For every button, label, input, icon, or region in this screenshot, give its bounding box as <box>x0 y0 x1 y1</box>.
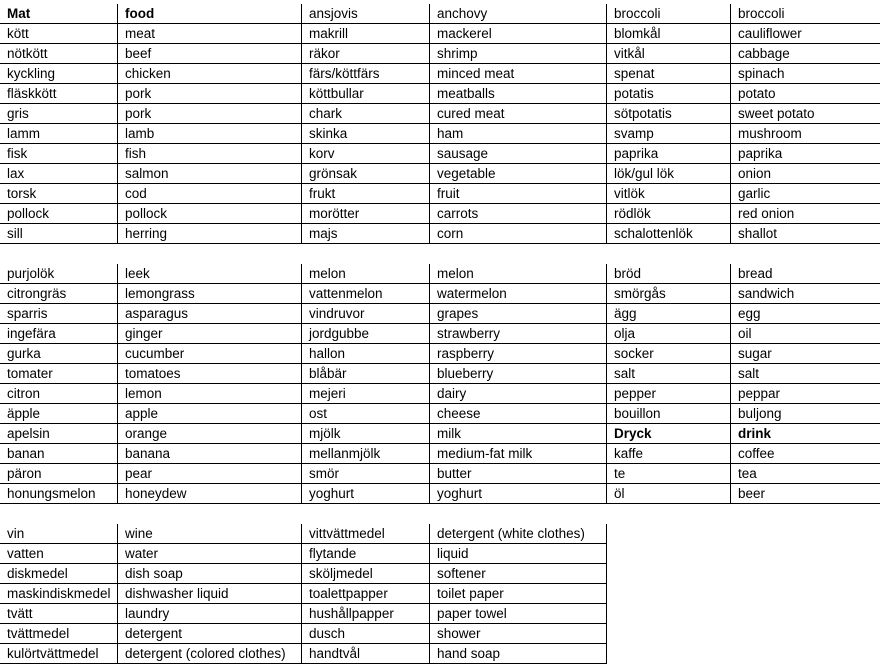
table-row <box>0 124 880 144</box>
table-cell: water <box>117 544 301 564</box>
table-cell: sandwich <box>730 284 880 304</box>
table-cell: blåbär <box>301 364 429 384</box>
table-cell <box>606 544 730 564</box>
table-cell: tea <box>730 464 880 484</box>
table-cell <box>730 624 880 644</box>
table-cell: dishwasher liquid <box>117 584 301 604</box>
table-cell <box>606 624 730 644</box>
table-cell: minced meat <box>429 64 606 84</box>
table-cell: lemon <box>117 384 301 404</box>
table-cell: butter <box>429 464 606 484</box>
table-row <box>0 204 880 224</box>
table-row <box>0 104 880 124</box>
table-cell: fisk <box>0 144 117 164</box>
table-cell: flytande <box>301 544 429 564</box>
table-cell: shrimp <box>429 44 606 64</box>
table-cell: smör <box>301 464 429 484</box>
table-row <box>0 364 880 384</box>
table-cell: korv <box>301 144 429 164</box>
table-cell: handtvål <box>301 644 429 664</box>
table-row <box>0 424 880 444</box>
table-cell: cucumber <box>117 344 301 364</box>
table-row <box>0 344 880 364</box>
table-cell: strawberry <box>429 324 606 344</box>
table-cell: broccoli <box>730 4 880 24</box>
table-cell: ingefära <box>0 324 117 344</box>
table-cell: yoghurt <box>429 484 606 504</box>
table-row <box>0 584 880 604</box>
table-cell <box>730 544 880 564</box>
table-cell: leek <box>117 264 301 284</box>
table-row <box>0 384 880 404</box>
table-cell: vin <box>0 524 117 544</box>
table-cell: shallot <box>730 224 880 244</box>
table-cell: pollock <box>117 204 301 224</box>
table-cell: vitlök <box>606 184 730 204</box>
table-cell <box>606 644 730 664</box>
table-cell: blueberry <box>429 364 606 384</box>
table-row <box>0 404 880 424</box>
table-cell: sköljmedel <box>301 564 429 584</box>
table-cell: apple <box>117 404 301 424</box>
table-cell: honeydew <box>117 484 301 504</box>
table-cell: beer <box>730 484 880 504</box>
table-cell: anchovy <box>429 4 606 24</box>
table-cell <box>117 244 301 264</box>
table-cell: grapes <box>429 304 606 324</box>
table-cell: kulörtvättmedel <box>0 644 117 664</box>
table-cell: salt <box>606 364 730 384</box>
table-cell: sugar <box>730 344 880 364</box>
spacer-row <box>0 244 880 264</box>
vocabulary-sheet <box>0 4 880 664</box>
table-cell: sweet potato <box>730 104 880 124</box>
table-row <box>0 144 880 164</box>
table-row <box>0 464 880 484</box>
table-cell: toalettpapper <box>301 584 429 604</box>
table-cell <box>606 584 730 604</box>
table-cell: toilet paper <box>429 584 606 604</box>
table-cell: bröd <box>606 264 730 284</box>
table-cell: äpple <box>0 404 117 424</box>
table-row <box>0 4 880 24</box>
table-cell: honungsmelon <box>0 484 117 504</box>
table-cell: fish <box>117 144 301 164</box>
table-cell: ägg <box>606 304 730 324</box>
table-cell <box>606 604 730 624</box>
table-cell: egg <box>730 304 880 324</box>
table-cell: majs <box>301 224 429 244</box>
table-cell: maskindiskmedel <box>0 584 117 604</box>
table-cell: oil <box>730 324 880 344</box>
table-cell <box>117 504 301 524</box>
table-cell: mushroom <box>730 124 880 144</box>
table-cell: skinka <box>301 124 429 144</box>
table-row <box>0 604 880 624</box>
table-cell: lemongrass <box>117 284 301 304</box>
table-cell: vegetable <box>429 164 606 184</box>
table-cell: detergent (white clothes) <box>429 524 606 544</box>
table-row <box>0 644 880 664</box>
table-cell: detergent (colored clothes) <box>117 644 301 664</box>
table-cell: cheese <box>429 404 606 424</box>
table-cell <box>730 504 880 524</box>
table-cell: ost <box>301 404 429 424</box>
table-cell: shower <box>429 624 606 644</box>
table-cell: cauliflower <box>730 24 880 44</box>
table-cell: food <box>117 4 301 24</box>
table-cell: päron <box>0 464 117 484</box>
table-cell: vatten <box>0 544 117 564</box>
table-cell: buljong <box>730 404 880 424</box>
table-cell <box>0 244 117 264</box>
table-cell: fruit <box>429 184 606 204</box>
table-cell: gurka <box>0 344 117 364</box>
table-cell: dairy <box>429 384 606 404</box>
table-cell: räkor <box>301 44 429 64</box>
table-cell: liquid <box>429 544 606 564</box>
table-row <box>0 544 880 564</box>
table-cell: gris <box>0 104 117 124</box>
table-cell: broccoli <box>606 4 730 24</box>
table-cell: öl <box>606 484 730 504</box>
table-cell: te <box>606 464 730 484</box>
table-row <box>0 24 880 44</box>
table-cell: asparagus <box>117 304 301 324</box>
table-cell: banana <box>117 444 301 464</box>
table-cell: raspberry <box>429 344 606 364</box>
table-cell <box>606 564 730 584</box>
table-cell: kött <box>0 24 117 44</box>
table-cell: lök/gul lök <box>606 164 730 184</box>
table-row <box>0 624 880 644</box>
table-row <box>0 164 880 184</box>
table-cell: wine <box>117 524 301 544</box>
table-cell: potato <box>730 84 880 104</box>
table-cell: vittvättmedel <box>301 524 429 544</box>
table-cell: sill <box>0 224 117 244</box>
table-cell: nötkött <box>0 44 117 64</box>
table-cell: pear <box>117 464 301 484</box>
table-cell: mejeri <box>301 384 429 404</box>
table-cell <box>730 644 880 664</box>
table-cell: cured meat <box>429 104 606 124</box>
table-cell: torsk <box>0 184 117 204</box>
table-cell: socker <box>606 344 730 364</box>
table-row <box>0 324 880 344</box>
spacer-row <box>0 504 880 524</box>
table-cell: potatis <box>606 84 730 104</box>
table-cell: tomater <box>0 364 117 384</box>
table-cell: vattenmelon <box>301 284 429 304</box>
table-cell: apelsin <box>0 424 117 444</box>
table-cell: rödlök <box>606 204 730 224</box>
table-cell: citrongräs <box>0 284 117 304</box>
table-row <box>0 44 880 64</box>
table-cell <box>0 504 117 524</box>
table-cell: pollock <box>0 204 117 224</box>
table-cell: bread <box>730 264 880 284</box>
table-cell <box>730 524 880 544</box>
table-row <box>0 564 880 584</box>
table-cell: Mat <box>0 4 117 24</box>
table-cell: banan <box>0 444 117 464</box>
table-row <box>0 524 880 544</box>
table-cell: fläskkött <box>0 84 117 104</box>
table-row <box>0 184 880 204</box>
table-cell <box>301 244 429 264</box>
table-cell: lamb <box>117 124 301 144</box>
table-cell: grönsak <box>301 164 429 184</box>
table-cell: milk <box>429 424 606 444</box>
table-cell: meatballs <box>429 84 606 104</box>
table-cell: cod <box>117 184 301 204</box>
table-cell: salt <box>730 364 880 384</box>
table-cell: melon <box>301 264 429 284</box>
table-cell: paprika <box>606 144 730 164</box>
table-cell <box>606 244 730 264</box>
table-cell: chark <box>301 104 429 124</box>
table-cell: morötter <box>301 204 429 224</box>
table-row <box>0 224 880 244</box>
table-cell <box>730 584 880 604</box>
table-cell: cabbage <box>730 44 880 64</box>
table-cell: detergent <box>117 624 301 644</box>
table-cell: mellanmjölk <box>301 444 429 464</box>
table-cell: corn <box>429 224 606 244</box>
table-row <box>0 304 880 324</box>
table-cell: herring <box>117 224 301 244</box>
table-cell: mjölk <box>301 424 429 444</box>
table-cell: dish soap <box>117 564 301 584</box>
table-cell: bouillon <box>606 404 730 424</box>
table-cell <box>429 244 606 264</box>
table-cell: Dryck <box>606 424 730 444</box>
table-row <box>0 484 880 504</box>
table-cell: chicken <box>117 64 301 84</box>
table-cell: färs/köttfärs <box>301 64 429 84</box>
table-cell: orange <box>117 424 301 444</box>
table-cell: vindruvor <box>301 304 429 324</box>
table-cell: melon <box>429 264 606 284</box>
table-cell: carrots <box>429 204 606 224</box>
table-cell: garlic <box>730 184 880 204</box>
table-cell: citron <box>0 384 117 404</box>
table-cell: spenat <box>606 64 730 84</box>
table-cell: makrill <box>301 24 429 44</box>
table-cell: beef <box>117 44 301 64</box>
table-row <box>0 84 880 104</box>
table-cell: yoghurt <box>301 484 429 504</box>
table-cell: lax <box>0 164 117 184</box>
table-cell: salmon <box>117 164 301 184</box>
table-cell: red onion <box>730 204 880 224</box>
table-cell: kyckling <box>0 64 117 84</box>
table-cell: pepper <box>606 384 730 404</box>
table-cell: pork <box>117 84 301 104</box>
table-cell: spinach <box>730 64 880 84</box>
table-cell <box>429 504 606 524</box>
table-cell: hushållpapper <box>301 604 429 624</box>
table-cell: tomatoes <box>117 364 301 384</box>
table-cell: sausage <box>429 144 606 164</box>
table-cell <box>606 524 730 544</box>
table-cell: laundry <box>117 604 301 624</box>
table-row <box>0 284 880 304</box>
table-cell: coffee <box>730 444 880 464</box>
table-cell: lamm <box>0 124 117 144</box>
table-cell: peppar <box>730 384 880 404</box>
table-cell: smörgås <box>606 284 730 304</box>
table-cell: kaffe <box>606 444 730 464</box>
table-cell: frukt <box>301 184 429 204</box>
table-cell: purjolök <box>0 264 117 284</box>
table-cell: onion <box>730 164 880 184</box>
table-cell: tvättmedel <box>0 624 117 644</box>
table-cell: sötpotatis <box>606 104 730 124</box>
table-cell <box>301 504 429 524</box>
table-cell: mackerel <box>429 24 606 44</box>
table-cell: ansjovis <box>301 4 429 24</box>
table-cell: softener <box>429 564 606 584</box>
table-cell: hallon <box>301 344 429 364</box>
table-cell: hand soap <box>429 644 606 664</box>
table-cell <box>606 504 730 524</box>
table-cell: medium-fat milk <box>429 444 606 464</box>
table-row <box>0 64 880 84</box>
table-cell: sparris <box>0 304 117 324</box>
table-cell: schalottenlök <box>606 224 730 244</box>
table-cell: dusch <box>301 624 429 644</box>
table-row <box>0 444 880 464</box>
table-cell: paprika <box>730 144 880 164</box>
table-cell: paper towel <box>429 604 606 624</box>
table-cell: ginger <box>117 324 301 344</box>
table-row <box>0 264 880 284</box>
table-cell: blomkål <box>606 24 730 44</box>
table-cell: tvätt <box>0 604 117 624</box>
table-cell: watermelon <box>429 284 606 304</box>
table-cell <box>730 604 880 624</box>
table-cell: pork <box>117 104 301 124</box>
table-cell: svamp <box>606 124 730 144</box>
table-cell <box>730 564 880 584</box>
table-cell: diskmedel <box>0 564 117 584</box>
table-cell: jordgubbe <box>301 324 429 344</box>
table-cell: vitkål <box>606 44 730 64</box>
table-cell <box>730 244 880 264</box>
table-cell: ham <box>429 124 606 144</box>
table-cell: olja <box>606 324 730 344</box>
table-cell: meat <box>117 24 301 44</box>
table-cell: drink <box>730 424 880 444</box>
table-cell: köttbullar <box>301 84 429 104</box>
